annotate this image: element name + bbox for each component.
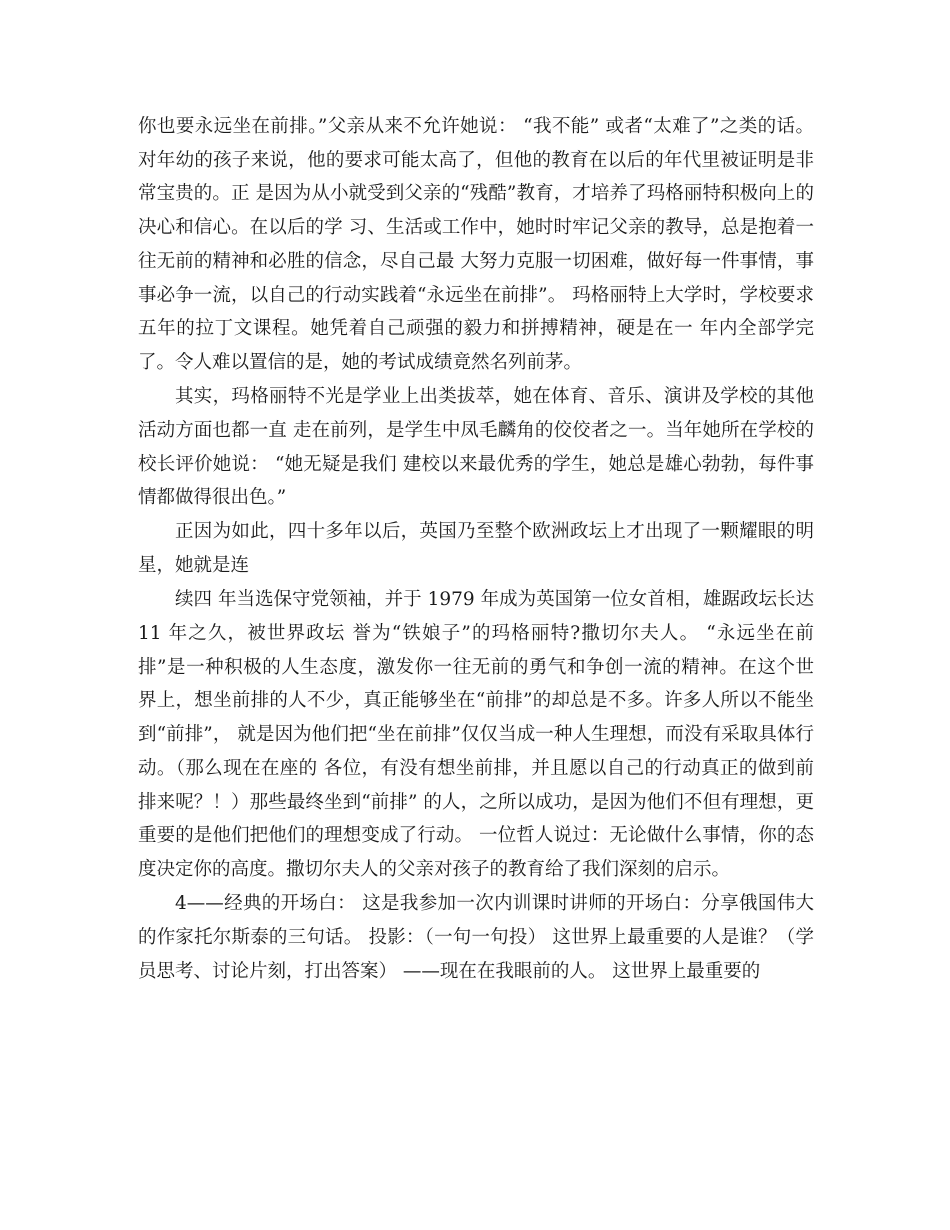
paragraph-2: 其实，玛格丽特不光是学业上出类拔萃，她在体育、音乐、演讲及学校的其他活动方面也都一直 走在前列，是学生中凤毛麟角的佼佼者之一。当年她所在学校的校长评价她说： “她无疑是我们 建校以来最优秀的学生，她总是雄心勃勃，每件事情都做得很出色。” xyxy=(138,386,814,509)
paragraph-5: 4——经典的开场白： 这是我参加一次内训课时讲师的开场白：分享俄国伟大的作家托尔斯泰的三句话。 投影：（一句一句投） 这世界上最重要的人是谁？（学员思考、讨论片刻，打出答案） ——现在在我眼前的人。 这世界上最重要的 xyxy=(138,893,814,982)
paragraph-3: 正因为如此，四十多年以后，英国乃至整个欧洲政坛上才出现了一颗耀眼的明星，她就是连 xyxy=(138,521,814,577)
paragraph-4: 续四 年当选保守党领袖，并于 1979 年成为英国第一位女首相，雄踞政坛长达 11 年之久，被世界政坛 誉为“铁娘子”的玛格丽特?撒切尔夫人。 “永远坐在前排”是一种积极的人生态度，激发你一往无前的勇气和争创一流的精神。在这个世 界上，想坐前排的人不少，真正能够坐在“前排”的却总是不多。许多人所以不能坐到“前排”， 就是因为他们把“坐在前排”仅仅当成一种人生理想，而没有采取具体行动。（那么现在在座的 各位，有没有想坐前排，并且愿以自己的行动真正的做到前排来呢？！）那些最终坐到“前排” 的人，之所以成功，是因为他们不但有理想，更重要的是他们把他们的理想变成了行动。 一位哲人说过：无论做什么事情，你的态度决定你的高度。撒切尔夫人的父亲对孩子的教育给了我们深刻的启示。 xyxy=(138,589,820,880)
paragraph-1: 你也要永远坐在前排。”父亲从来不允许她说： “我不能” 或者“太难了”之类的话。 对年幼的孩子来说，他的要求可能太高了，但他的教育在以后的年代里被证明是非常宝贵的。正 是因为从小就受到父亲的“残酷”教育，才培养了玛格丽特积极向上的决心和信心。在以后的学 习、生活或工作中，她时时牢记父亲的教导，总是抱着一往无前的精神和必胜的信念，尽自己最 大努力克服一切困难，做好每一件事情，事事必争一流，以自己的行动实践着“永远坐在前排”。 玛格丽特上大学时，学校要求五年的拉丁文课程。她凭着自己顽强的毅力和拼搏精神，硬是在一 年内全部学完了。令人难以置信的是，她的考试成绩竟然名列前茅。 xyxy=(138,116,820,373)
document-page xyxy=(138,110,820,988)
